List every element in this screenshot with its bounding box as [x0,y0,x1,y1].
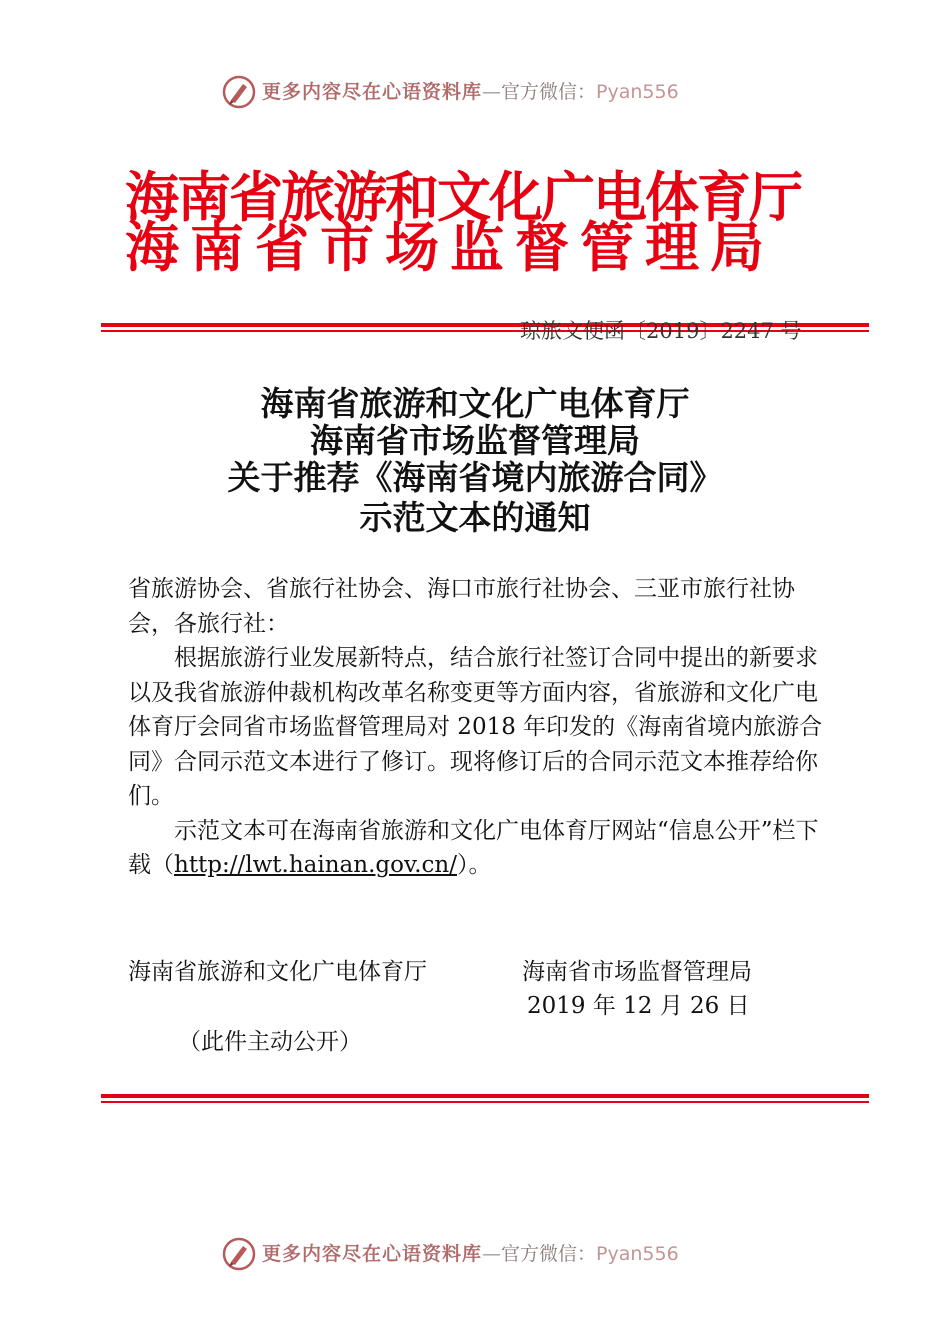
signature-org-2: 海南省市场监督管理局 [522,959,752,985]
document-number: 琼旅文便函〔2019〕2247 号 [520,319,802,343]
notice-title-line-4: 示范文本的通知 [359,498,591,537]
watermark-wechat-label: 官方微信： [501,1243,597,1265]
addressee: 省旅游协会、省旅行社协会、海口市旅行社协会、三亚市旅行社协会，各旅行社： [128,576,795,637]
notice-title-line-1: 海南省旅游和文化广电体育厅 [260,384,690,423]
pen-logo-icon [222,1237,256,1271]
paragraph-2-text: 示范文本可在海南省旅游和文化广电体育厅网站“信息公开”栏下载（ [128,817,819,878]
watermark-dash: — [482,81,502,103]
signature-org-1: 海南省旅游和文化广电体育厅 [128,959,427,985]
footer-rule-thin [101,1101,869,1103]
watermark-banner-top [0,73,950,113]
notice-body [128,572,834,883]
letterhead-line-2: 海南省市场监督管理局 [125,216,775,279]
letterhead-line-1: 海南省旅游和文化广电体育厅 [125,166,801,229]
disclosure-note: （此件主动公开） [178,1029,362,1055]
watermark-text [262,1242,679,1266]
website-link[interactable]: http://lwt.hainan.gov.cn/ [174,852,457,878]
watermark-wechat-id: Pyan556 [596,81,679,103]
notice-title-line-2: 海南省市场监督管理局 [310,421,640,460]
watermark-lead: 更多内容尽在心语资料库 [262,81,483,103]
watermark-banner-bottom [0,1235,950,1275]
body-paragraph-2 [128,814,834,883]
footer-rule-thick [101,1094,869,1098]
notice-title-line-3: 关于推荐《海南省境内旅游合同》 [227,458,723,497]
watermark-text [262,80,679,104]
body-paragraph-1: 根据旅游行业发展新特点，结合旅行社签订合同中提出的新要求以及我省旅游仲裁机构改革名称变更等方面内容，省旅游和文化广电体育厅会同省市场监督管理局对 2018 年印发的《海南省境内旅游合同》合同示范文本进行了修订。现将修订后的合同示范文本推荐给你们。 [128,645,823,809]
watermark-dash: — [482,1243,502,1265]
pen-logo-icon [222,75,256,109]
paragraph-2-end: ）。 [457,852,492,878]
watermark-wechat-label: 官方微信： [501,81,597,103]
watermark-wechat-id: Pyan556 [596,1243,679,1265]
watermark-lead: 更多内容尽在心语资料库 [262,1243,483,1265]
signature-date: 2019 年 12 月 26 日 [527,993,750,1019]
